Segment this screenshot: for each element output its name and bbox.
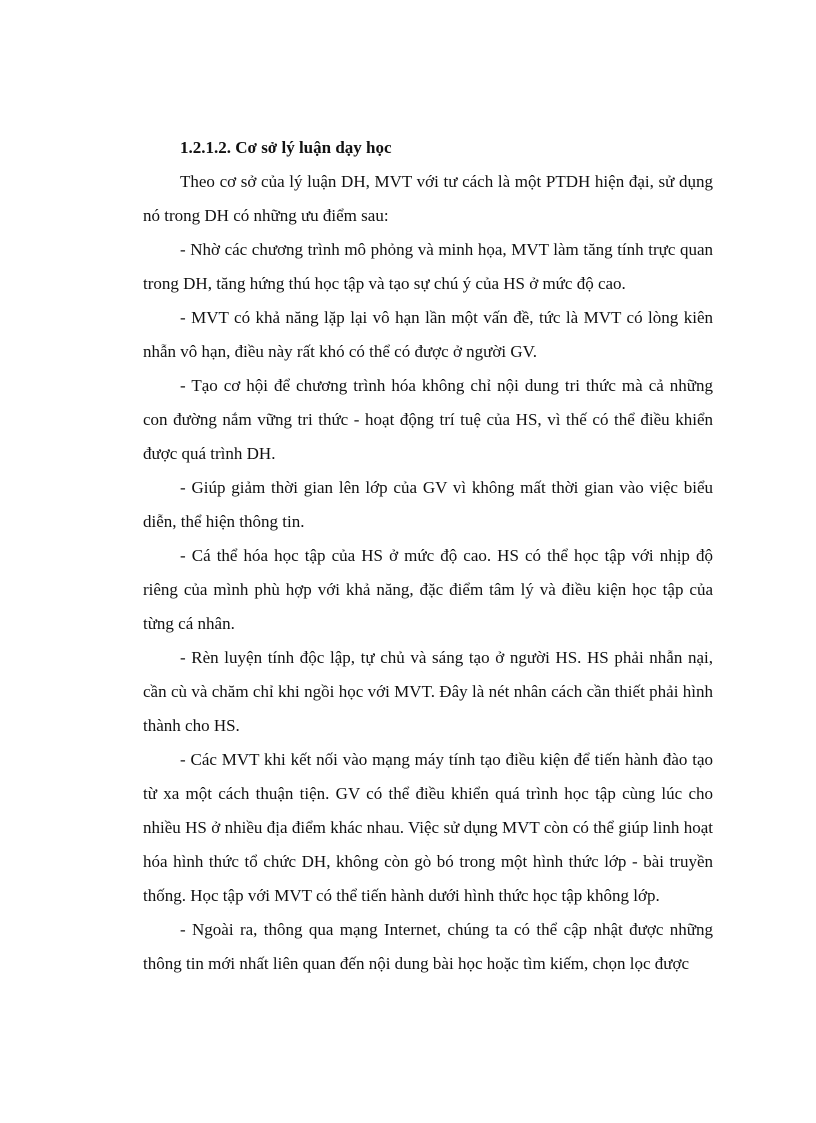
advantage-paragraph-6: - Rèn luyện tính độc lập, tự chủ và sáng tạo ở người HS. HS phải nhẫn nại, cần cù và chăm chỉ khi ngồi học với MVT. Đây là nét nhân cách cần thiết phải hình thành cho HS. [143,648,713,735]
advantage-paragraph-3: - Tạo cơ hội để chương trình hóa không chỉ nội dung tri thức mà cả những con đường nắm vững tri thức - hoạt động trí tuệ của HS, vì thế có thể điều khiển được quá trình DH. [143,376,713,463]
advantage-paragraph-5: - Cá thể hóa học tập của HS ở mức độ cao. HS có thể học tập với nhịp độ riêng của mình phù hợp với khả năng, đặc điểm tâm lý và điều kiện học tập của từng cá nhân. [143,546,713,633]
intro-paragraph: Theo cơ sở của lý luận DH, MVT với tư cách là một PTDH hiện đại, sử dụng nó trong DH có những ưu điểm sau: [143,172,713,225]
advantage-paragraph-2: - MVT có khả năng lặp lại vô hạn lần một vấn đề, tức là MVT có lòng kiên nhẫn vô hạn, điều này rất khó có thể có được ở người GV. [143,308,713,361]
advantage-paragraph-8: - Ngoài ra, thông qua mạng Internet, chúng ta có thể cập nhật được những thông tin mới nhất liên quan đến nội dung bài học hoặc tìm kiếm, chọn lọc được [143,920,713,973]
document-body [143,131,713,981]
section-heading: 1.2.1.2. Cơ sở lý luận dạy học [180,138,392,157]
advantage-paragraph-1: - Nhờ các chương trình mô phỏng và minh họa, MVT làm tăng tính trực quan trong DH, tăng hứng thú học tập và tạo sự chú ý của HS ở mức độ cao. [143,240,713,293]
advantage-paragraph-7: - Các MVT khi kết nối vào mạng máy tính tạo điều kiện để tiến hành đào tạo từ xa một cách thuận tiện. GV có thể điều khiển quá trình học tập cùng lúc cho nhiều HS ở nhiều địa điểm khác nhau. Việc sử dụng MVT còn có thể giúp linh hoạt hóa hình thức tổ chức DH, không còn gò bó trong một hình thức lớp - bài truyền thống. Học tập với MVT có thể tiến hành dưới hình thức học tập không lớp. [143,750,713,905]
advantage-paragraph-4: - Giúp giảm thời gian lên lớp của GV vì không mất thời gian vào việc biểu diễn, thể hiện thông tin. [143,478,713,531]
